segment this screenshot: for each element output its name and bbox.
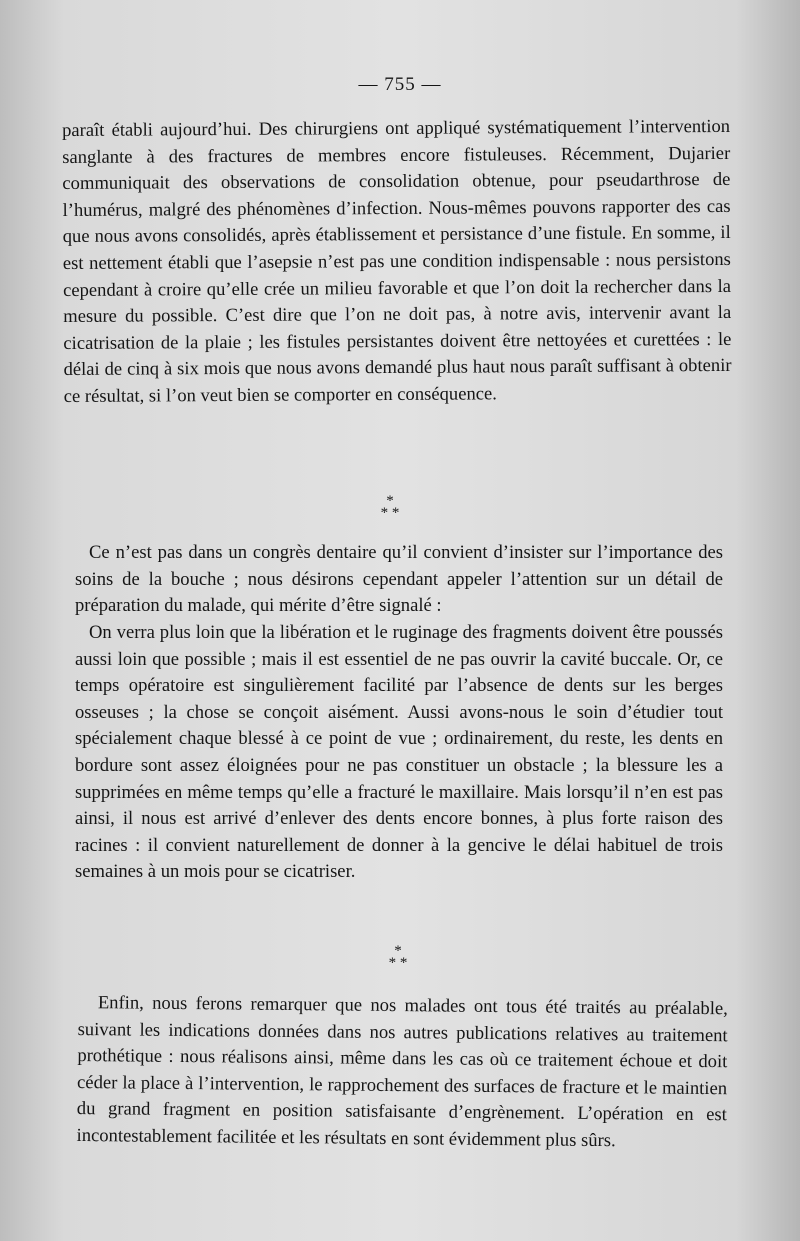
asterism-bottom: * *: [388, 955, 408, 971]
section-separator-2: [368, 945, 428, 969]
paragraph-2: Ce n’est pas dans un congrès dentaire qu’il convient d’insister sur l’importance des soins de la bouche ; nous désirons cependant appeler l’attention sur un détail de préparation du malade, qui mérite d’être signalé :: [75, 542, 723, 617]
asterism-top: *: [386, 493, 394, 509]
section-separator-1: [360, 495, 420, 519]
paragraph-1: paraît établi aujourd’hui. Des chirurgiens ont appliqué systématiquement l’intervention sanglante à des fractures de membres encore fistuleuses. Récemment, Dujarier communiquait des observations de consolidation obtenue, pour pseudarthrose de l’humérus, malgré des phénomènes d’infection. Nous-mêmes pouvons rapporter des cas que nous avons consolidés, après établissement et persistance d’une fistule. En somme, il est nettement établi que l’asepsie n’est pas une condition indispensable : nous persistons cependant à croire qu’elle crée un milieu favorable et que l’on doit la rechercher dans la mesure du possible. C’est dire que l’on ne doit pas, à notre avis, intervenir avant la cicatrisation de la plaie ; les fistules persistantes doivent être nettoyées et curettées : le délai de cinq à six mois que nous avons demandé plus haut nous paraît suffisant à obtenir ce résultat, si l’on veut bien se comporter en conséquence.: [62, 115, 732, 407]
asterism-top: *: [394, 943, 402, 959]
page-number: — 755 —: [358, 74, 442, 95]
asterism-bottom: * *: [380, 505, 400, 521]
paragraph-4: Enfin, nous ferons remarquer que nos malades ont tous été traités au préalable, suivant les indications données dans nos autres publications relatives au traitement prothétique : nous réalisons ainsi, même dans les cas où ce traitement échoue et doit céder la place à l’intervention, le rapprochement des surfaces de fracture et le maintien du grand fragment en position satisfaisante d’engrènement. L’opération en est incontestablement facilitée et les résultats en sont évidemment plus sûrs.: [76, 992, 728, 1152]
paragraph-3: On verra plus loin que la libération et le ruginage des fragments doivent être poussés aussi loin que possible ; mais il est essentiel de ne pas ouvrir la cavité buccale. Or, ce temps opératoire est singulièrement facilité par l’absence de dents sur les berges osseuses ; la chose se conçoit aisément. Aussi avons-nous le soin d’étudier tout spécialement chaque blessé à ce point de vue ; ordinairement, du reste, les dents en bordure sont assez éloignées pour ne pas constituer un obstacle ; la blessure les a supprimées en même temps qu’elle a fracturé le maxillaire. Mais lorsqu’il n’en est pas ainsi, il nous est arrivé d’enlever des dents encore bonnes, à plus forte raison des racines : il convient naturellement de donner à la gencive le délai habituel de trois semaines à un mois pour se cicatriser.: [75, 622, 723, 883]
